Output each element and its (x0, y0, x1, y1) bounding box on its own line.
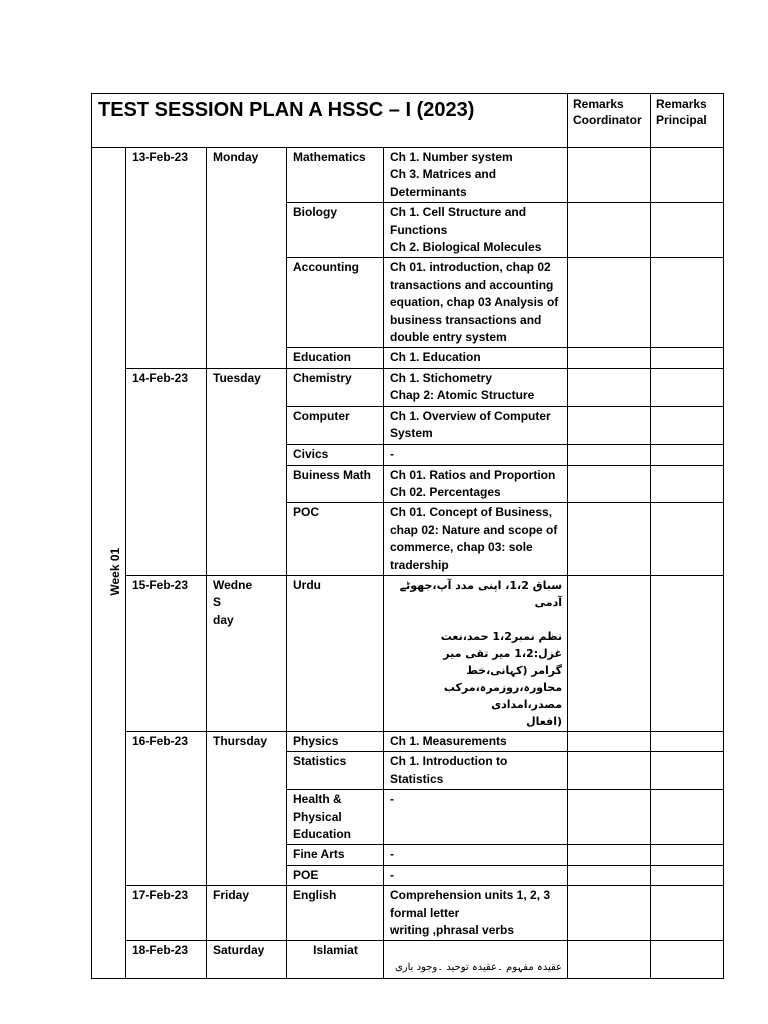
day-cell: Saturday (207, 941, 287, 979)
table-row (92, 148, 724, 203)
subject-cell: Urdu (287, 575, 384, 731)
subject-cell: Computer (287, 406, 384, 444)
topics-cell: - (384, 865, 568, 885)
remarks-principal-cell (651, 941, 724, 979)
remarks-coordinator-cell (568, 731, 651, 751)
subject-cell: Buiness Math (287, 465, 384, 503)
remarks-principal-cell (651, 465, 724, 503)
remarks-coordinator-cell (568, 348, 651, 368)
topics-cell: Ch 01. introduction, chap 02 transactions and accounting equation, chap 03 Analysis of business transactions and double entry system (384, 258, 568, 348)
subject-cell: POE (287, 865, 384, 885)
test-session-table (91, 93, 724, 979)
subject-cell: Physics (287, 731, 384, 751)
remarks-principal-cell (651, 444, 724, 465)
day-cell: Tuesday (207, 368, 287, 575)
remarks-principal-cell (651, 503, 724, 576)
topics-cell: سباق 1،2، اپنی مدد آپ،جھوٹے آدمی نظم نمبر1،2 حمد،نعت غزل:1،2 میر تقی میر گرامر (کہانی،خط محاورہ،روزمرہ،مرکب مصدر،امدادی (افعال (384, 575, 568, 731)
topics-cell: Ch 1. Overview of Computer System (384, 406, 568, 444)
topics-cell: Ch 01. Ratios and Proportion Ch 02. Percentages (384, 465, 568, 503)
table-row (92, 575, 724, 731)
remarks-principal-cell (651, 368, 724, 406)
remarks-coordinator-cell (568, 203, 651, 258)
date-cell: 15-Feb-23 (126, 575, 207, 731)
remarks-coordinator-header: Remarks Coordinator (568, 94, 651, 148)
date-cell: 16-Feb-23 (126, 731, 207, 885)
remarks-coordinator-cell (568, 406, 651, 444)
topics-cell: Ch 1. Education (384, 348, 568, 368)
subject-cell: Civics (287, 444, 384, 465)
topics-cell: Comprehension units 1, 2, 3 formal letter writing ,phrasal verbs (384, 886, 568, 941)
remarks-coordinator-cell (568, 465, 651, 503)
topics-cell: Ch 1. Measurements (384, 731, 568, 751)
remarks-coordinator-cell (568, 368, 651, 406)
topics-cell: Ch 1. Number system Ch 3. Matrices and Determinants (384, 148, 568, 203)
subject-cell: Mathematics (287, 148, 384, 203)
remarks-principal-cell (651, 886, 724, 941)
remarks-coordinator-cell (568, 575, 651, 731)
remarks-coordinator-cell (568, 258, 651, 348)
subject-cell: Education (287, 348, 384, 368)
remarks-principal-cell (651, 845, 724, 865)
remarks-coordinator-cell (568, 845, 651, 865)
remarks-coordinator-cell (568, 148, 651, 203)
remarks-principal-cell (651, 348, 724, 368)
subject-cell: Chemistry (287, 368, 384, 406)
remarks-principal-cell (651, 790, 724, 845)
week-label-cell (92, 148, 126, 979)
day-cell: Thursday (207, 731, 287, 885)
subject-cell: Accounting (287, 258, 384, 348)
remarks-coordinator-cell (568, 444, 651, 465)
header-row (92, 94, 724, 148)
topics-cell: - (384, 444, 568, 465)
day-cell: Friday (207, 886, 287, 941)
remarks-principal-cell (651, 575, 724, 731)
remarks-principal-cell (651, 258, 724, 348)
remarks-coordinator-cell (568, 790, 651, 845)
remarks-coordinator-cell (568, 752, 651, 790)
topics-cell: Ch 01. Concept of Business, chap 02: Nature and scope of commerce, chap 03: sole tradership (384, 503, 568, 576)
date-cell: 17-Feb-23 (126, 886, 207, 941)
table-row (92, 941, 724, 979)
table-row (92, 886, 724, 941)
subject-cell: Statistics (287, 752, 384, 790)
remarks-coordinator-cell (568, 941, 651, 979)
topics-cell: Ch 1. Introduction to Statistics (384, 752, 568, 790)
subject-cell: Islamiat (287, 941, 384, 979)
remarks-principal-cell (651, 406, 724, 444)
table-row (92, 368, 724, 406)
remarks-coordinator-cell (568, 886, 651, 941)
remarks-principal-cell (651, 731, 724, 751)
page-title: TEST SESSION PLAN A HSSC – I (2023) (92, 94, 568, 148)
topics-cell: - (384, 790, 568, 845)
date-cell: 18-Feb-23 (126, 941, 207, 979)
week-label: Week 01 (108, 548, 123, 596)
subject-cell: English (287, 886, 384, 941)
remarks-principal-header: Remarks Principal (651, 94, 724, 148)
day-cell: Wedne S day (207, 575, 287, 731)
topics-cell: Ch 1. Cell Structure and Functions Ch 2. Biological Molecules (384, 203, 568, 258)
remarks-principal-cell (651, 752, 724, 790)
date-cell: 13-Feb-23 (126, 148, 207, 369)
table-row (92, 731, 724, 751)
remarks-coordinator-cell (568, 503, 651, 576)
subject-cell: POC (287, 503, 384, 576)
subject-cell: Health & Physical Education (287, 790, 384, 845)
remarks-principal-cell (651, 865, 724, 885)
date-cell: 14-Feb-23 (126, 368, 207, 575)
remarks-principal-cell (651, 148, 724, 203)
day-cell: Monday (207, 148, 287, 369)
subject-cell: Fine Arts (287, 845, 384, 865)
remarks-principal-cell (651, 203, 724, 258)
topics-cell: عقیدہ مفہوم ۔عقیدہ توحید ۔وجود باری (384, 941, 568, 979)
topics-cell: Ch 1. Stichometry Chap 2: Atomic Structure (384, 368, 568, 406)
subject-cell: Biology (287, 203, 384, 258)
topics-cell: - (384, 845, 568, 865)
remarks-coordinator-cell (568, 865, 651, 885)
